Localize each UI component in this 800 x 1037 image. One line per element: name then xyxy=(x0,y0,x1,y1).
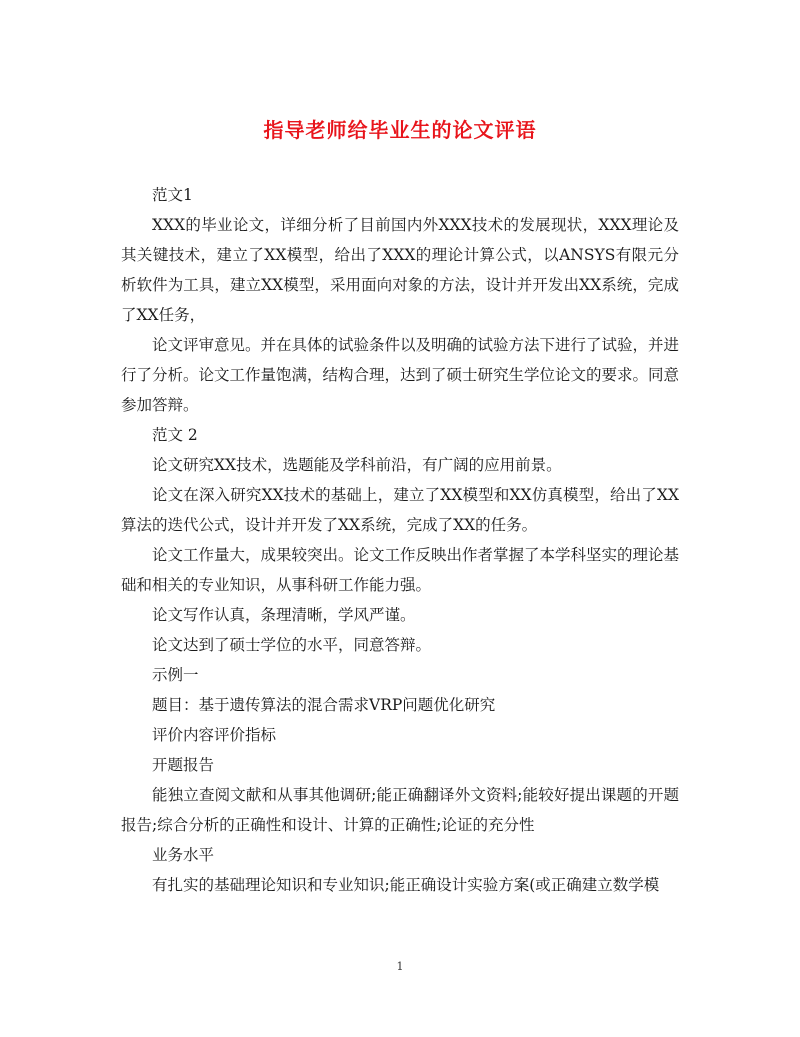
paragraph-sample-1-summary: XXX的毕业论文，详细分析了目前国内外XXX技术的发展现状，XXX理论及其关键技术，建立了XX模型，给出了XXX的理论计算公式，以ANSYS有限元分析软件为工具，建立XX模型，采用面向对象的方法，设计并开发出XX系统，完成了XX任务， xyxy=(121,216,679,324)
paragraph-proposal-criteria: 能独立查阅文献和从事其他调研;能正确翻译外文资料;能较好提出课题的开题报告;综合分析的正确性和设计、计算的正确性;论证的充分性 xyxy=(121,786,679,834)
paragraph-sample-2-workload: 论文工作量大，成果较突出。论文工作反映出作者掌握了本学科坚实的理论基础和相关的专业知识，从事科研工作能力强。 xyxy=(121,546,680,594)
paragraph-sample-1-heading: 范文1 xyxy=(152,186,193,204)
document-body xyxy=(121,180,679,900)
paragraph-evaluation-header: 评价内容评价指标 xyxy=(152,726,277,744)
paragraph-example-1-heading: 示例一 xyxy=(152,666,199,684)
paragraph-sample-1-review: 论文评审意见。并在具体的试验条件以及明确的试验方法下进行了试验，并进行了分析。论文工作量饱满，结构合理，达到了硕士研究生学位论文的要求。同意参加答辩。 xyxy=(121,336,680,414)
paragraph-competence-criteria: 有扎实的基础理论知识和专业知识;能正确设计实验方案(或正确建立数学模 xyxy=(152,876,660,894)
document-title: 指导老师给毕业生的论文评语 xyxy=(263,118,537,142)
paragraph-sample-2-heading: 范文 2 xyxy=(152,426,198,444)
paragraph-sample-2-method: 论文在深入研究XX技术的基础上，建立了XX模型和XX仿真模型，给出了XX算法的迭代公式，设计并开发了XX系统，完成了XX的任务。 xyxy=(121,486,679,534)
paragraph-proposal-heading: 开题报告 xyxy=(152,756,215,774)
paragraph-competence-heading: 业务水平 xyxy=(152,846,215,864)
page-number: 1 xyxy=(396,960,404,973)
paragraph-sample-2-topic: 论文研究XX技术，选题能及学科前沿，有广阔的应用前景。 xyxy=(152,456,562,474)
paragraph-sample-2-writing: 论文写作认真，条理清晰，学风严谨。 xyxy=(152,606,416,624)
paragraph-example-1-subject: 题目：基于遗传算法的混合需求VRP问题优化研究 xyxy=(152,696,496,714)
paragraph-sample-2-conclusion: 论文达到了硕士学位的水平，同意答辩。 xyxy=(152,636,432,654)
